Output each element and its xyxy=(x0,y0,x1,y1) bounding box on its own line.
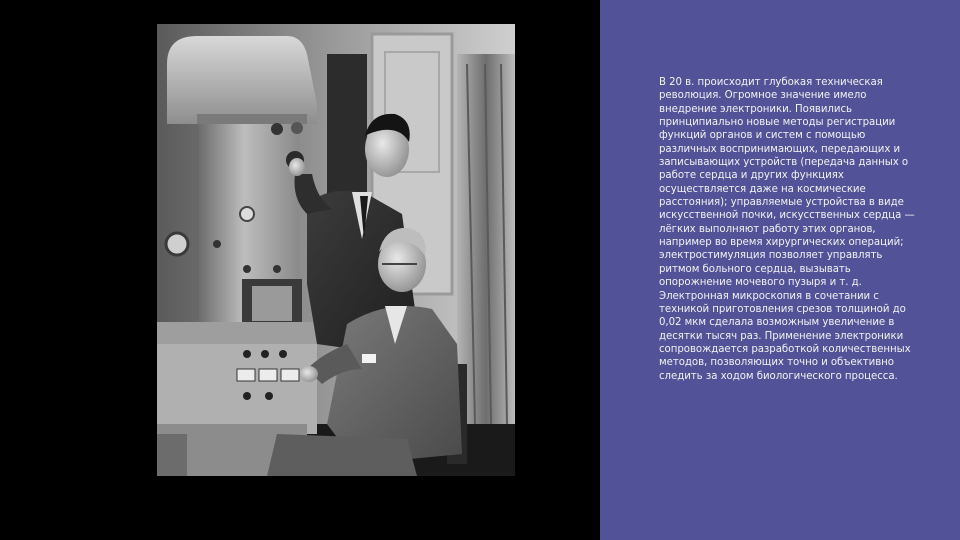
body-text: В 20 в. происходит глубокая техническая революция. Огромное значение имело внедрение электроники. Появились принципиально новые методы регистрации функций органов и систем с помощью различных воспринимающих, передающих и записывающих устройств (передача данных о работе сердца и других функциях осуществляется даже на космические расстояния); управляемые устройства в виде искусственной почки, искусственных сердца — лёгких выполняют работу этих органов, например во время хирургических операций; электростимуляция позволяет управлять ритмом больного сердца, вызывать опорожнение мочевого пузыря и т. д. Электронная микроскопия в сочетании с техникой приготовления срезов толщиной до 0,02 мкм сделала возможным увеличение в десятки тысяч раз. Применение электроники сопровождается разработкой количественных методов, позволяющих точно и объективно следить за ходом биологического процесса. xyxy=(659,77,915,382)
photo-electron-microscope xyxy=(157,24,515,476)
photo-illustration xyxy=(157,24,515,476)
